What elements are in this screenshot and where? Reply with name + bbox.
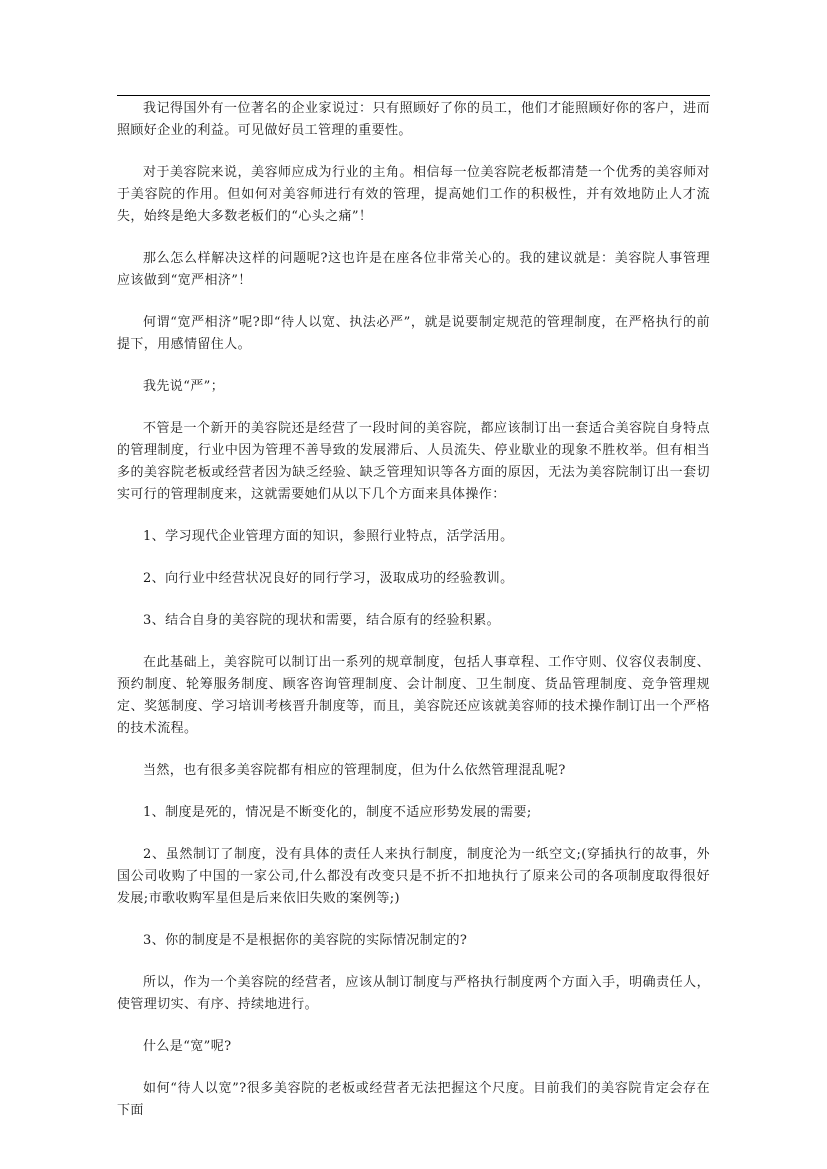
paragraph: 3、你的制度是不是根据你的美容院的实际情况制定的? bbox=[143, 933, 468, 948]
paragraph: 对于美容院来说，美容师应成为行业的主角。相信每一位美容院老板都清楚一个优秀的美容师对于美容院的作用。但如何对美容师进行有效的管理，提高她们工作的积极性，并有效地防止人才流失，始终是绝大多数老板们的“心头之痛”！ bbox=[117, 165, 710, 224]
paragraph: 当然，也有很多美容院都有相应的管理制度，但为什么依然管理混乱呢? bbox=[143, 763, 566, 778]
paragraph: 所以，作为一个美容院的经营者，应该从制订制度与严格执行制度两个方面入手，明确责任人，使管理切实、有序、持续地进行。 bbox=[117, 975, 710, 1012]
paragraph: 如何“待人以宽”?很多美容院的老板或经营者无法把握这个尺度。目前我们的美容院肯定会存在下面 bbox=[117, 1081, 710, 1118]
paragraph: 在此基础上，美容院可以制订出一系列的规章制度，包括人事章程、工作守则、仪容仪表制度、预约制度、轮筹服务制度、顾客咨询管理制度、会计制度、卫生制度、货品管理制度、竞争管理规定、奖惩制度、学习培训考核晋升制度等，而且，美容院还应该就美容师的技术操作制订出一个严格的技术流程。 bbox=[117, 655, 710, 736]
paragraph: 不管是一个新开的美容院还是经营了一段时间的美容院，都应该制订出一套适合美容院自身特点的管理制度，行业中因为管理不善导致的发展滞后、人员流失、停业歇业的现象不胜枚举。但有相当多的美容院老板或经营者因为缺乏经验、缺乏管理知识等各方面的原因，无法为美容院制订出一套切实可行的管理制度来，这就需要她们从以下几个方面来具体操作： bbox=[117, 421, 710, 502]
paragraph: 那么怎么样解决这样的问题呢?这也许是在座各位非常关心的。我的建议就是：美容院人事管理应该做到“宽严相济”！ bbox=[117, 251, 710, 288]
paragraph: 我记得国外有一位著名的企业家说过：只有照顾好了你的员工，他们才能照顾好你的客户，进而照顾好企业的利益。可见做好员工管理的重要性。 bbox=[117, 101, 710, 138]
document-body bbox=[117, 98, 710, 1142]
paragraph: 2、虽然制订了制度，没有具体的责任人来执行制度，制度沦为一纸空文;(穿插执行的故事，外国公司收购了中国的一家公司,什么都没有改变只是不折不扣地执行了原来公司的各项制度取得很好发展;市歌收购军星但是后来依旧失败的案例等;) bbox=[117, 847, 710, 906]
paragraph: 1、学习现代企业管理方面的知识，参照行业特点，活学活用。 bbox=[143, 529, 514, 544]
paragraph: 什么是“宽”呢? bbox=[143, 1039, 232, 1054]
paragraph: 1、制度是死的，情况是不断变化的，制度不适应形势发展的需要; bbox=[143, 805, 532, 820]
paragraph: 3、结合自身的美容院的现状和需要，结合原有的经验积累。 bbox=[143, 613, 501, 628]
paragraph: 2、向行业中经营状况良好的同行学习，汲取成功的经验教训。 bbox=[143, 571, 514, 586]
paragraph: 我先说“严”； bbox=[143, 379, 225, 394]
header-rule bbox=[117, 95, 710, 96]
paragraph: 何谓“宽严相济”呢?即“待人以宽、执法必严”，就是说要制定规范的管理制度，在严格执行的前提下，用感情留住人。 bbox=[117, 315, 710, 352]
